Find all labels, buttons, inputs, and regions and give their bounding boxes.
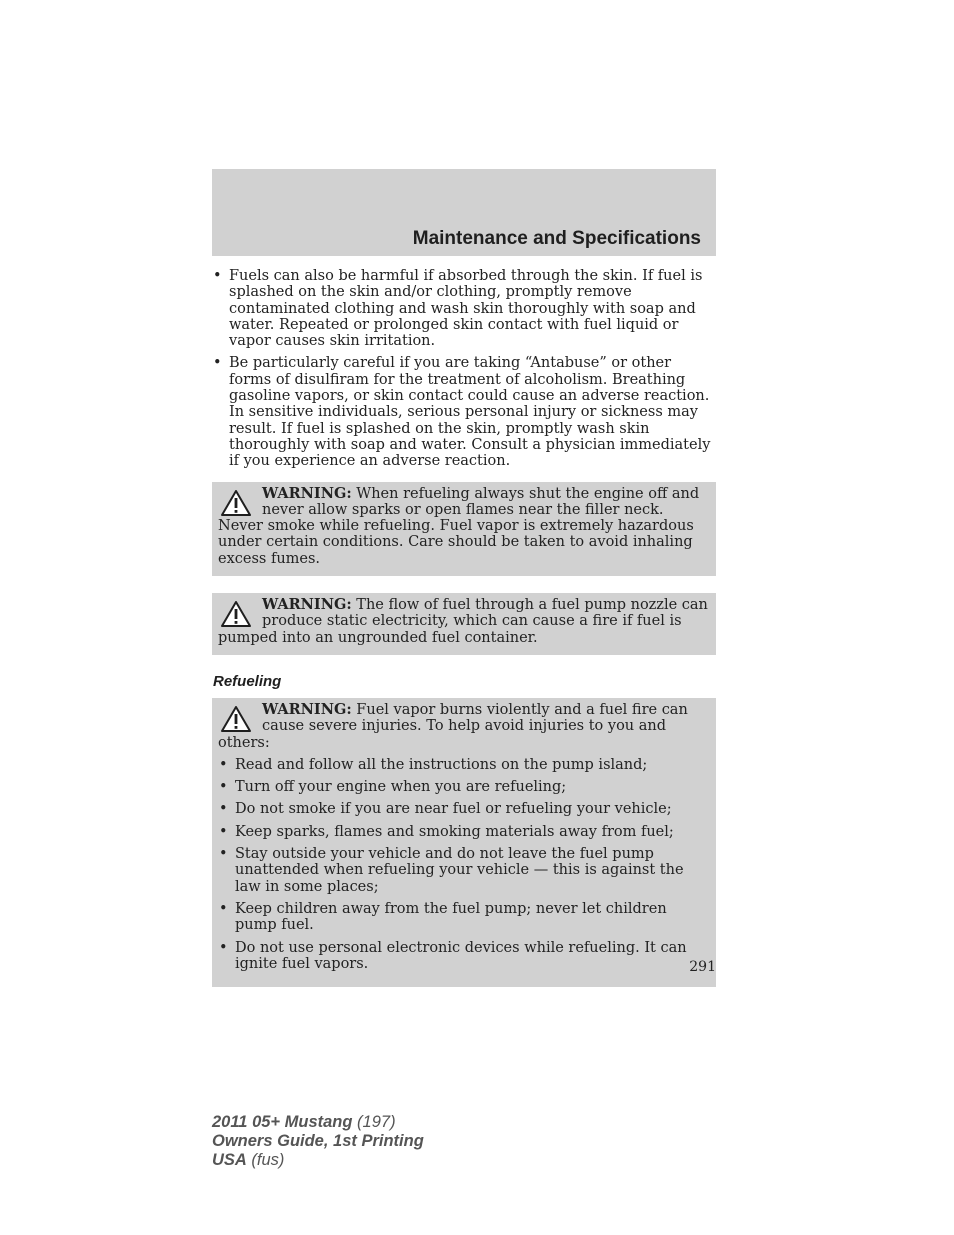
list-item: • Keep sparks, flames and smoking materials away from fuel; — [218, 824, 710, 840]
warning-lead: WARNING: — [262, 596, 352, 614]
warning-triangle-icon — [220, 489, 252, 517]
footer-region-code: (fus) — [246, 1151, 285, 1169]
section-title: Maintenance and Specifications — [412, 228, 701, 249]
warning-box-refueling-engine-off — [212, 482, 716, 576]
warning-text — [218, 702, 710, 751]
footer-line-printing — [212, 1132, 424, 1151]
warning-box-static-electricity — [212, 593, 716, 655]
warning-triangle-icon — [220, 600, 252, 628]
footer-printing: Owners Guide, 1st Printing — [212, 1132, 424, 1150]
list-item: • Be particularly careful if you are taking “Antabuse” or other forms of disulfiram for the treatment of alcoholism. Breathing gasoline vapors, or skin contact could cause an adverse reaction. In sensitive individuals, serious personal injury or sickness may result. If fuel is splashed on the skin, promptly wash skin thoroughly with soap and water. Consult a physician immediately if you experience an adverse reaction. — [212, 355, 716, 469]
warning-text — [218, 486, 710, 567]
list-item: • Read and follow all the instructions on the pump island; — [218, 757, 710, 773]
list-item: • Stay outside your vehicle and do not leave the fuel pump unattended when refueling your vehicle — this is against the law in some places; — [218, 846, 710, 895]
warning-box-fuel-vapor — [212, 698, 716, 987]
footer-model-code: (197) — [352, 1113, 396, 1131]
list-item: • Turn off your engine when you are refueling; — [218, 779, 710, 795]
page-number: 291 — [689, 959, 716, 975]
footer-line-region — [212, 1151, 424, 1170]
refueling-heading: Refueling — [213, 672, 282, 690]
footer-line-model — [212, 1113, 424, 1132]
intro-bullet-list — [212, 268, 716, 470]
footer-model-name: 2011 05+ Mustang — [212, 1113, 353, 1131]
list-item: • Keep children away from the fuel pump; never let children pump fuel. — [218, 901, 710, 934]
warning-text — [218, 597, 710, 646]
list-item: • Fuels can also be harmful if absorbed through the skin. If fuel is splashed on the skin and/or clothing, promptly remove contaminated clothing and wash skin thoroughly with soap and water. Repeated or prolonged skin contact with fuel liquid or vapor causes skin irritation. — [212, 268, 716, 349]
footer-region: USA — [212, 1151, 247, 1169]
warning-triangle-icon — [220, 705, 252, 733]
refueling-safety-list — [218, 757, 710, 972]
warning-body: Fuel vapor burns violently and a fuel fire can cause severe injuries. To help avoid injuries to you and others: — [218, 701, 688, 751]
page-content — [212, 268, 716, 987]
warning-body: When refueling always shut the engine off and never allow sparks or open flames near the filler neck. Never smoke while refueling. Fuel vapor is extremely hazardous under certain conditions. Care should be taken to avoid inhaling excess fumes. — [218, 485, 700, 567]
list-item: • Do not smoke if you are near fuel or refueling your vehicle; — [218, 801, 710, 817]
warning-lead: WARNING: — [262, 700, 352, 718]
warning-lead: WARNING: — [262, 484, 352, 502]
document-footer — [212, 1113, 424, 1170]
warning-body: The flow of fuel through a fuel pump nozzle can produce static electricity, which can cause a fire if fuel is pumped into an ungrounded fuel container. — [218, 597, 708, 646]
list-item: • Do not use personal electronic devices while refueling. It can ignite fuel vapors. — [218, 940, 710, 973]
section-header-band — [212, 169, 716, 256]
